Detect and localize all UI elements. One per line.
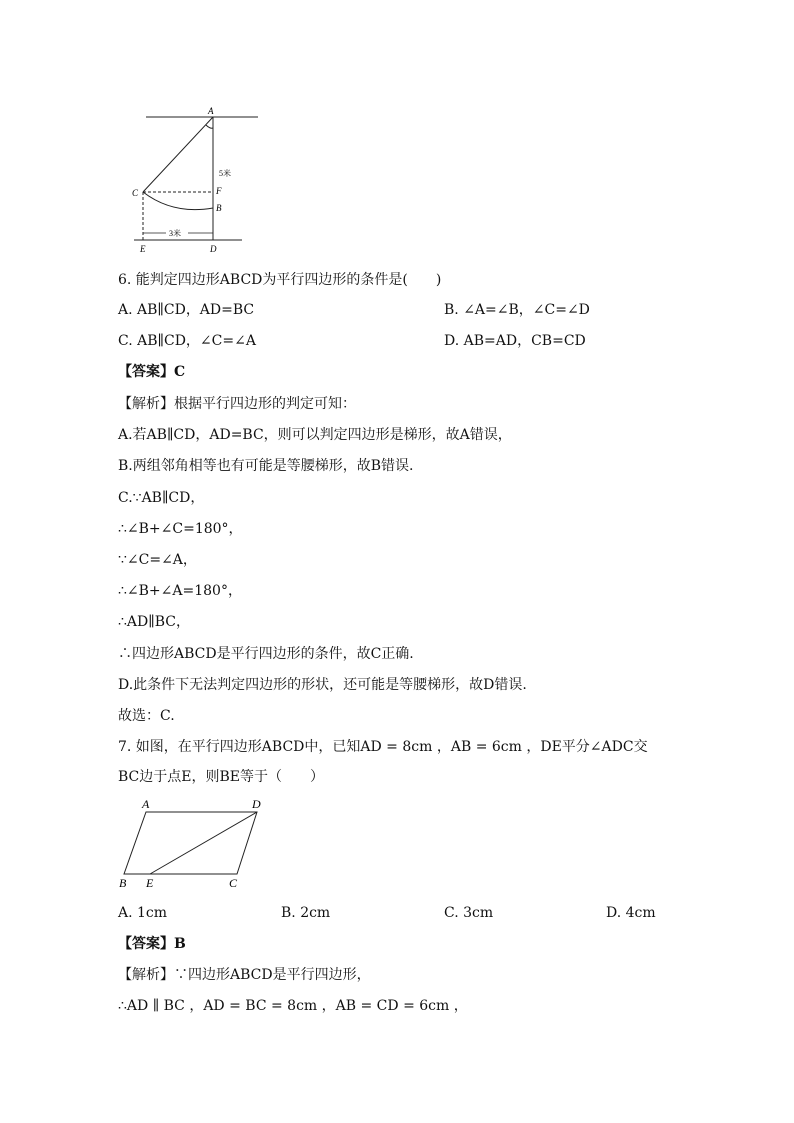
figure-pendulum [128, 100, 268, 260]
q6-analysis-line: ∴AD∥BC， [118, 614, 190, 630]
parallelogram-ABCD [124, 812, 257, 874]
label-A: A [142, 797, 150, 811]
q6-analysis-line: ∵∠C=∠A， [118, 552, 197, 568]
label-3m: 3米 [169, 229, 181, 238]
q7-stem-line2: BC边于点E，则BE等于（ ） [118, 769, 324, 785]
label-E: E [140, 244, 146, 254]
q7-analysis-line: 【解析】∵四边形ABCD是平行四边形， [118, 967, 371, 983]
q7-option-c: C. 3cm [444, 905, 494, 921]
label-E: E [146, 876, 154, 890]
segment-DE [150, 812, 257, 874]
q6-analysis-line: ∴四边形ABCD是平行四边形的条件，故C正确. [118, 646, 414, 662]
q7-stem-line1: 7. 如图，在平行四边形ABCD中，已知AD = 8cm ，AB = 6cm ，DE平分∠ADC交 [118, 739, 648, 755]
q6-option-b: B. ∠A=∠B，∠C=∠D [444, 302, 590, 318]
q6-option-c: C. AB∥CD，∠C=∠A [118, 333, 256, 349]
label-B: B [119, 876, 127, 890]
label-C: C [132, 188, 139, 198]
q6-analysis-line: ∴∠B+∠A=180°， [118, 583, 242, 599]
q7-option-d: D. 4cm [606, 905, 656, 921]
label-C: C [229, 876, 238, 890]
segment-AC [143, 117, 213, 192]
label-B: B [216, 203, 222, 213]
q6-analysis-line: D.此条件下无法判定四边形的形状，还可能是等腰梯形，故D错误. [118, 677, 527, 693]
q7-option-b: B. 2cm [281, 905, 331, 921]
q6-option-d: D. AB=AD，CB=CD [444, 333, 586, 349]
q6-analysis-line: 【解析】根据平行四边形的判定可知： [118, 396, 356, 412]
q6-analysis-line: 故选：C. [118, 708, 175, 724]
label-A: A [208, 106, 214, 116]
label-D: D [252, 797, 261, 811]
label-D: D [210, 244, 217, 254]
q6-stem: 6. 能判定四边形ABCD为平行四边形的条件是( ) [118, 272, 442, 288]
figure-parallelogram [114, 796, 274, 892]
q6-answer: 【答案】C [118, 364, 186, 380]
q6-analysis-line: B.两组邻角相等也有可能是等腰梯形，故B错误. [118, 458, 414, 474]
angle-mark-A [206, 125, 213, 128]
q6-option-a: A. AB∥CD，AD=BC [118, 302, 255, 318]
q7-analysis-line: ∴AD ∥ BC ，AD = BC = 8cm ，AB = CD = 6cm ， [118, 998, 468, 1014]
q6-analysis-line: ∴∠B+∠C=180°， [118, 521, 243, 537]
label-5m: 5米 [219, 169, 231, 178]
arc-CB [143, 192, 213, 210]
q6-analysis-line: A.若AB∥CD，AD=BC，则可以判定四边形是梯形，故A错误， [118, 427, 512, 443]
q7-answer: 【答案】B [118, 936, 186, 952]
q6-analysis-line: C.∵AB∥CD， [118, 490, 205, 506]
q7-option-a: A. 1cm [118, 905, 168, 921]
label-F: F [216, 186, 222, 196]
